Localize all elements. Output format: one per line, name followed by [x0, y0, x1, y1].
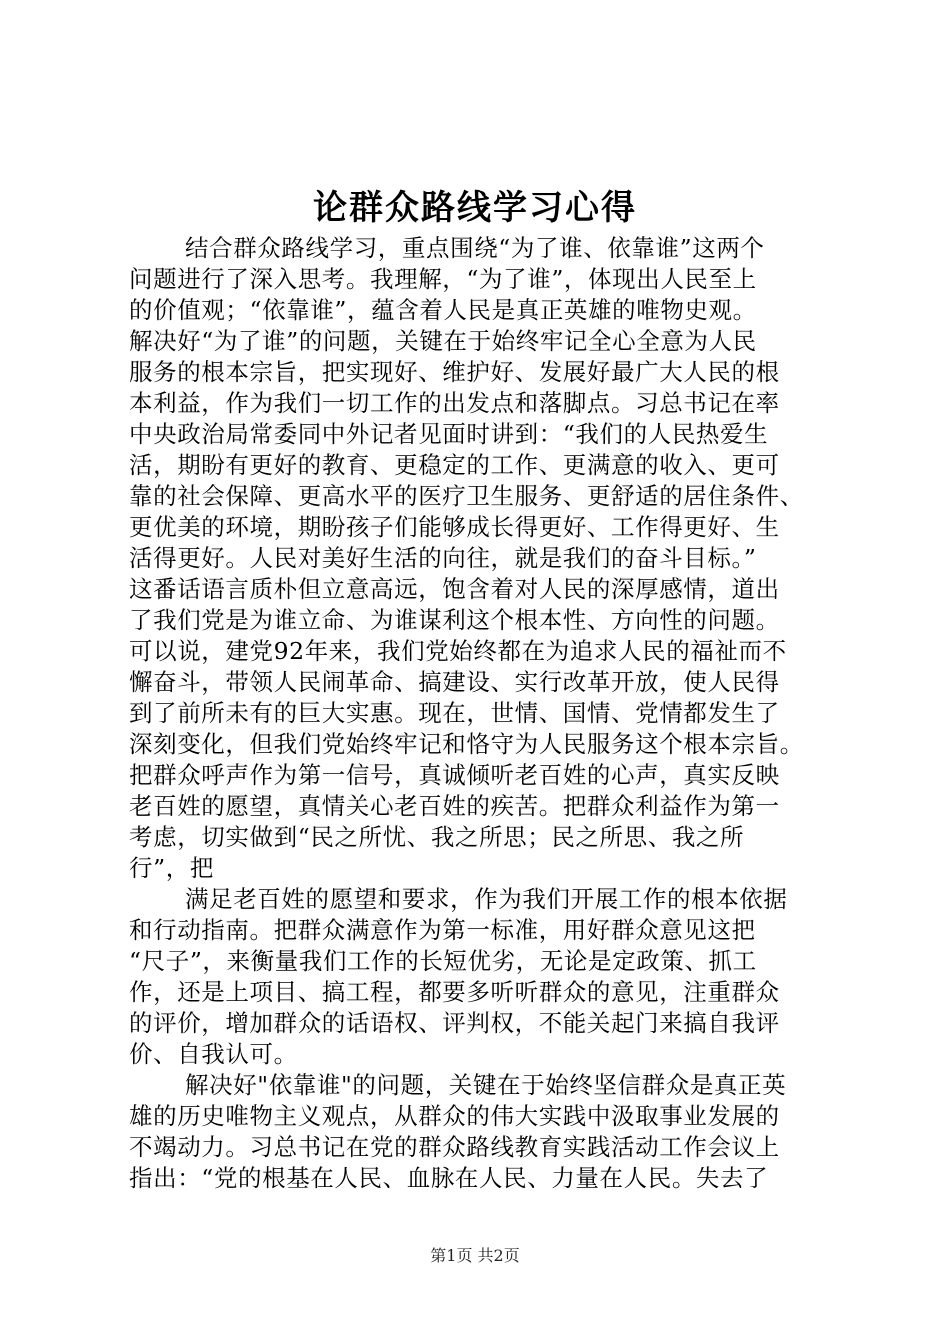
body-line: 的价值观；“依靠谁”，蕴含着人民是真正英雄的唯物史观。	[129, 296, 757, 324]
body-line: 活得更好。人民对美好生活的向往，就是我们的奋斗目标。”	[129, 544, 757, 572]
document-title: 论群众路线学习心得	[313, 188, 637, 228]
body-line: 老百姓的愿望，真情关心老百姓的疾苦。把群众利益作为第一	[129, 792, 780, 820]
document-body	[129, 233, 841, 1194]
body-line: 把群众呼声作为第一信号，真诚倾听老百姓的心声，真实反映	[129, 761, 780, 789]
body-line: “尺子”，来衡量我们工作的长短优劣，无论是定政策、抓工	[129, 947, 757, 975]
body-line: 这番话语言质朴但立意高远，饱含着对人民的深厚感情，道出	[129, 575, 780, 603]
body-line: 指出：“党的根基在人民、血脉在人民、力量在人民。失去了	[129, 1164, 769, 1192]
body-line: 本利益，作为我们一切工作的出发点和落脚点。习总书记在率	[129, 389, 780, 417]
body-line: 价、自我认可。	[129, 1040, 298, 1068]
body-line: 到了前所未有的巨大实惠。现在，世情、国情、党情都发生了	[129, 699, 780, 727]
body-line: 结合群众路线学习，重点围绕“为了谁、依靠谁”这两个	[185, 234, 765, 262]
body-line: 考虑，切实做到“民之所忧、我之所思；民之所思、我之所	[129, 823, 745, 851]
body-line: 解决好"依靠谁"的问题，关键在于始终坚信群众是真正英	[185, 1071, 787, 1099]
body-line: 的评价，增加群众的话语权、评判权，不能关起门来搞自我评	[129, 1009, 780, 1037]
body-line: 雄的历史唯物主义观点，从群众的伟大实践中汲取事业发展的	[129, 1102, 780, 1130]
body-line: 服务的根本宗旨，把实现好、维护好、发展好最广大人民的根	[129, 358, 780, 386]
body-line: 行”，把	[129, 854, 214, 882]
body-line: 作，还是上项目、搞工程，都要多听听群众的意见，注重群众	[129, 978, 780, 1006]
body-line: 不竭动力。习总书记在党的群众路线教育实践活动工作会议上	[129, 1133, 780, 1161]
body-line: 和行动指南。把群众满意作为第一标准，用好群众意见这把	[129, 916, 756, 944]
body-line: 活，期盼有更好的教育、更稳定的工作、更满意的收入、更可	[129, 451, 780, 479]
body-line: 更优美的环境，期盼孩子们能够成长得更好、工作得更好、生	[129, 513, 780, 541]
body-line: 问题进行了深入思考。我理解，“为了谁”，体现出人民至上	[129, 265, 757, 293]
body-line: 可以说，建党92年来，我们党始终都在为追求人民的福祉而不	[129, 637, 787, 665]
body-line: 靠的社会保障、更高水平的医疗卫生服务、更舒适的居住条件、	[129, 482, 804, 510]
body-line: 满足老百姓的愿望和要求，作为我们开展工作的根本依据	[185, 885, 788, 913]
body-line: 解决好“为了谁”的问题，关键在于始终牢记全心全意为人民	[129, 327, 757, 355]
body-line: 深刻变化，但我们党始终牢记和恪守为人民服务这个根本宗旨。	[129, 730, 804, 758]
body-line: 中央政治局常委同中外记者见面时讲到：“我们的人民热爱生	[129, 420, 769, 448]
body-line: 了我们党是为谁立命、为谁谋利这个根本性、方向性的问题。	[129, 606, 780, 634]
page-footer: 第1页 共2页	[430, 1246, 520, 1265]
body-line: 懈奋斗，带领人民闹革命、搞建设、实行改革开放，使人民得	[129, 668, 780, 696]
